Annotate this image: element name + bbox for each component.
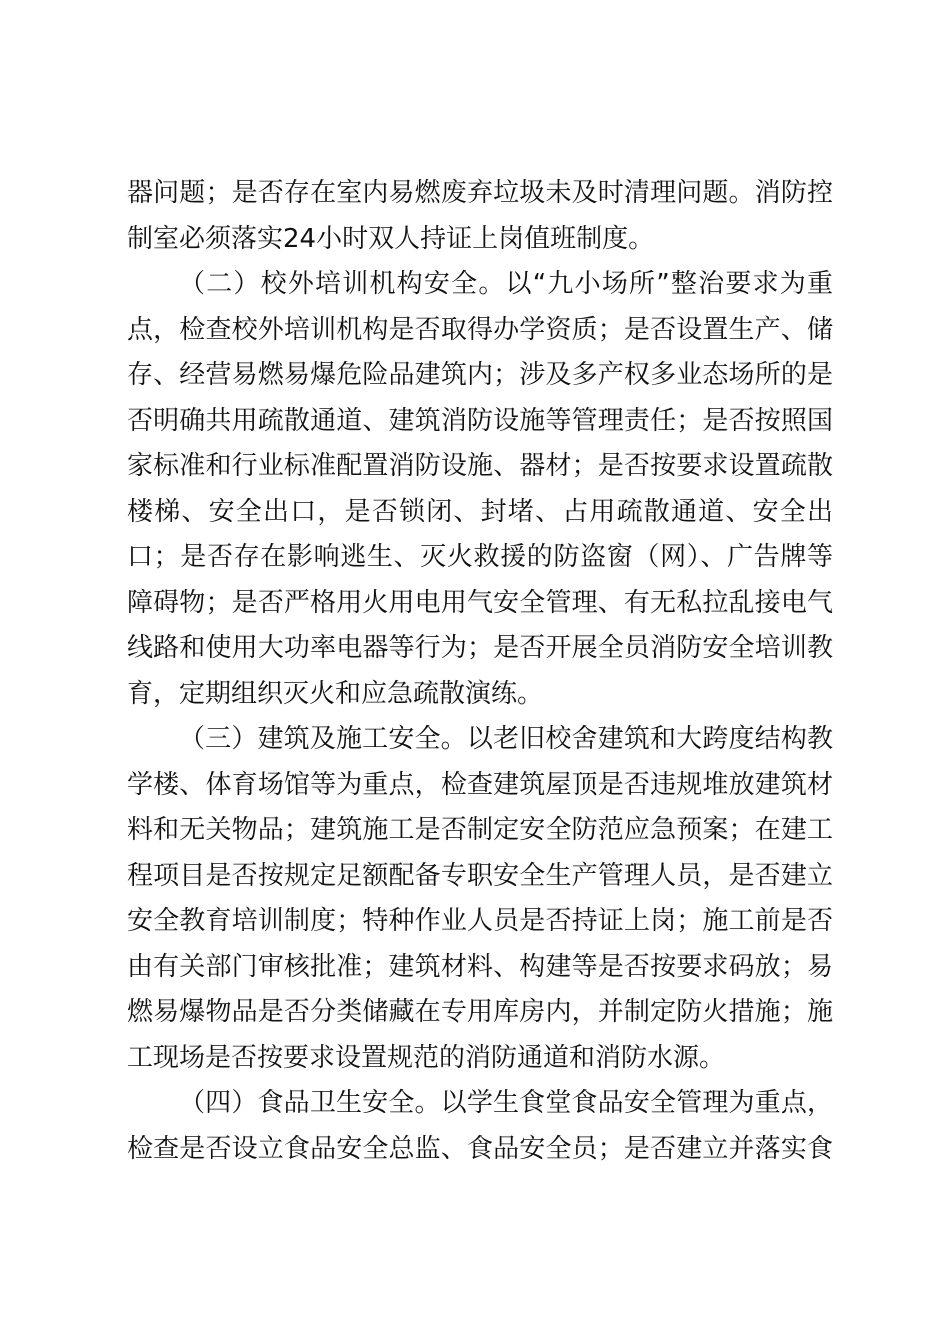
text-line: 工现场是否按要求设置规范的消防通道和消防水源。 <box>127 1042 726 1073</box>
text-line: 器问题；是否存在室内易燃废弃垃圾未及时清理问题。消防控 <box>127 178 833 208</box>
text-line: 制室必须落实24小时双人持证上岗值班制度。 <box>127 223 655 254</box>
text-line: 线路和使用大功率电器等行为；是否开展全员消防安全培训教 <box>127 633 833 663</box>
text-line: 燃易爆物品是否分类储藏在专用库房内，并制定防火措施；施 <box>127 997 833 1027</box>
section-heading-line: （三）建筑及施工安全。以老旧校舍建筑和大跨度结构教 <box>179 724 833 754</box>
text-line: 由有关部门审核批准；建筑材料、构建等是否按要求码放；易 <box>127 951 833 982</box>
text-line: 程项目是否按规定足额配备专职安全生产管理人员，是否建立 <box>127 860 833 891</box>
text-line: 检查是否设立食品安全总监、食品安全员；是否建立并落实食 <box>127 1133 833 1164</box>
text-line: 否明确共用疏散通道、建筑消防设施等管理责任；是否按照国 <box>127 405 833 436</box>
text-line: 点，检查校外培训机构是否取得办学资质；是否设置生产、储 <box>127 314 833 345</box>
section-heading-line: （四）食品卫生安全。以学生食堂食品安全管理为重点， <box>179 1088 833 1118</box>
text-line: 学楼、体育场馆等为重点，检查建筑屋顶是否违规堆放建筑材 <box>127 769 833 800</box>
text-line: 障碍物；是否严格用火用电用气安全管理、有无私拉乱接电气 <box>127 587 833 618</box>
document-body <box>127 171 833 1172</box>
text-line: 存、经营易燃易爆危险品建筑内；涉及多产权多业态场所的是 <box>127 360 833 390</box>
section-heading-line: （二）校外培训机构安全。以“九小场所”整治要求为重 <box>179 269 833 299</box>
text-line: 安全教育培训制度；特种作业人员是否持证上岗；施工前是否 <box>127 906 833 936</box>
text-line: 家标准和行业标准配置消防设施、器材；是否按要求设置疏散 <box>127 451 833 481</box>
text-line: 料和无关物品；建筑施工是否制定安全防范应急预案；在建工 <box>127 815 833 845</box>
text-line: 口；是否存在影响逃生、灭火救援的防盗窗（网）、广告牌等 <box>127 542 833 572</box>
text-line: 育，定期组织灭火和应急疏散演练。 <box>127 678 544 709</box>
text-line: 楼梯、安全出口，是否锁闭、封堵、占用疏散通道、安全出 <box>127 496 833 527</box>
